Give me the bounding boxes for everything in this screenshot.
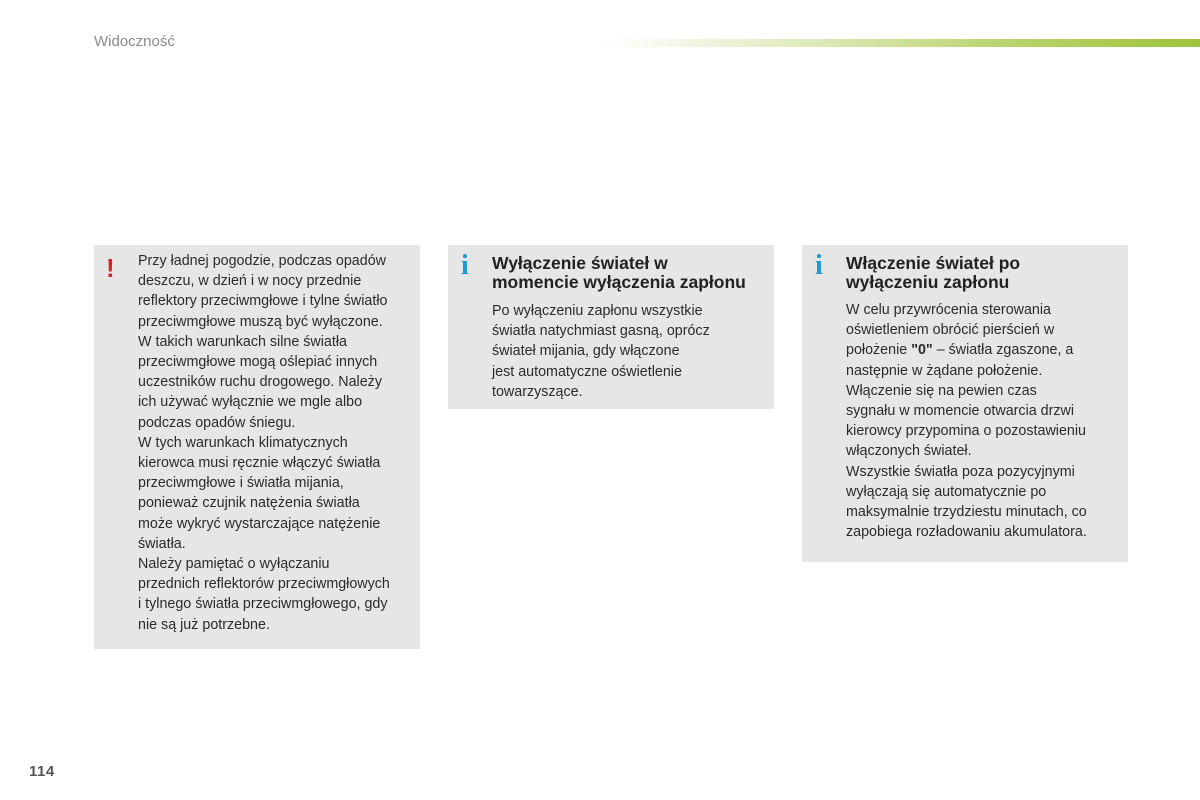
info-box-title <box>492 254 768 292</box>
info-line: oświetleniem obrócić pierścień w <box>846 322 1055 339</box>
info-text-fragment: – światła zgaszone, a <box>932 342 1074 359</box>
warning-line: W tych warunkach klimatycznych <box>138 434 348 451</box>
warning-text <box>138 251 414 635</box>
warning-line: uczestników ruchu drogowego. Należy <box>138 374 382 391</box>
warning-box <box>94 245 420 649</box>
warning-line: przeciwmgłowe muszą być wyłączone. <box>138 313 383 330</box>
info-line: W celu przywrócenia sterowania <box>846 302 1052 318</box>
warning-line: przeciwmgłowe i światła mijania, <box>138 475 344 492</box>
title-line: wyłączeniu zapłonu <box>846 272 1010 292</box>
title-line: momencie wyłączenia zapłonu <box>492 272 746 292</box>
info-line: Wszystkie światła poza pozycyjnymi <box>846 463 1075 480</box>
section-title: Widoczność <box>94 33 175 50</box>
warning-line: Należy pamiętać o wyłączaniu <box>138 556 330 573</box>
info-line: sygnału w momencie otwarcia drzwi <box>846 403 1075 420</box>
title-line: Włączenie świateł po <box>846 253 1021 273</box>
info-icon: i <box>461 250 469 281</box>
info-line: zapobiega rozładowaniu akumulatora. <box>846 524 1087 541</box>
warning-line: podczas opadów śniegu. <box>138 414 296 431</box>
warning-line: przednich reflektorów przeciwmgłowych <box>138 576 390 593</box>
info-line: świateł mijania, gdy włączone <box>492 343 680 360</box>
warning-line: ich używać wyłącznie we mgle albo <box>138 394 363 411</box>
warning-line: W takich warunkach silne światła <box>138 333 347 350</box>
warning-line: ponieważ czujnik natężenia światła <box>138 495 360 512</box>
position-zero-label: "0" <box>911 342 933 359</box>
warning-line: może wykryć wystarczające natężenie <box>138 515 381 532</box>
page-number: 114 <box>29 763 55 780</box>
warning-line: nie są już potrzebne. <box>138 616 270 633</box>
info-line: jest automatyczne oświetlenie <box>492 363 682 380</box>
warning-line: Przy ładnej pogodzie, podczas opadów <box>138 253 386 269</box>
info-line: wyłączają się automatycznie po <box>846 483 1047 500</box>
title-line: Wyłączenie świateł w <box>492 253 668 273</box>
info-line: następnie w żądane położenie. <box>846 362 1043 379</box>
info-line-with-emphasis <box>846 340 1122 360</box>
warning-line: światła. <box>138 535 186 552</box>
warning-line: reflektory przeciwmgłowe i tylne światło <box>138 293 388 310</box>
info-box-lights-after-ignition <box>802 245 1128 562</box>
info-line: włączonych świateł. <box>846 443 972 460</box>
info-line: kierowcy przypomina o pozostawieniu <box>846 423 1086 440</box>
info-text-fragment: położenie <box>846 342 908 359</box>
header-accent-bar <box>600 39 1200 47</box>
info-box-title <box>846 254 1122 292</box>
warning-line: i tylnego światła przeciwmgłowego, gdy <box>138 596 388 613</box>
info-box-text <box>846 300 1122 542</box>
info-box-ignition-off <box>448 245 774 409</box>
info-line: maksymalnie trzydziestu minutach, co <box>846 504 1087 521</box>
warning-line: kierowca musi ręcznie włączyć światła <box>138 455 381 472</box>
warning-line: przeciwmgłowe mogą oślepiać innych <box>138 354 378 371</box>
info-line: Po wyłączeniu zapłonu wszystkie <box>492 303 703 319</box>
exclamation-icon: ! <box>106 253 115 283</box>
info-line: towarzyszące. <box>492 383 583 400</box>
info-line: światła natychmiast gasną, oprócz <box>492 323 710 340</box>
warning-line: deszczu, w dzień i w nocy przednie <box>138 273 362 290</box>
info-line: Włączenie się na pewien czas <box>846 382 1037 399</box>
info-box-text <box>492 301 768 402</box>
info-icon: i <box>815 250 823 281</box>
